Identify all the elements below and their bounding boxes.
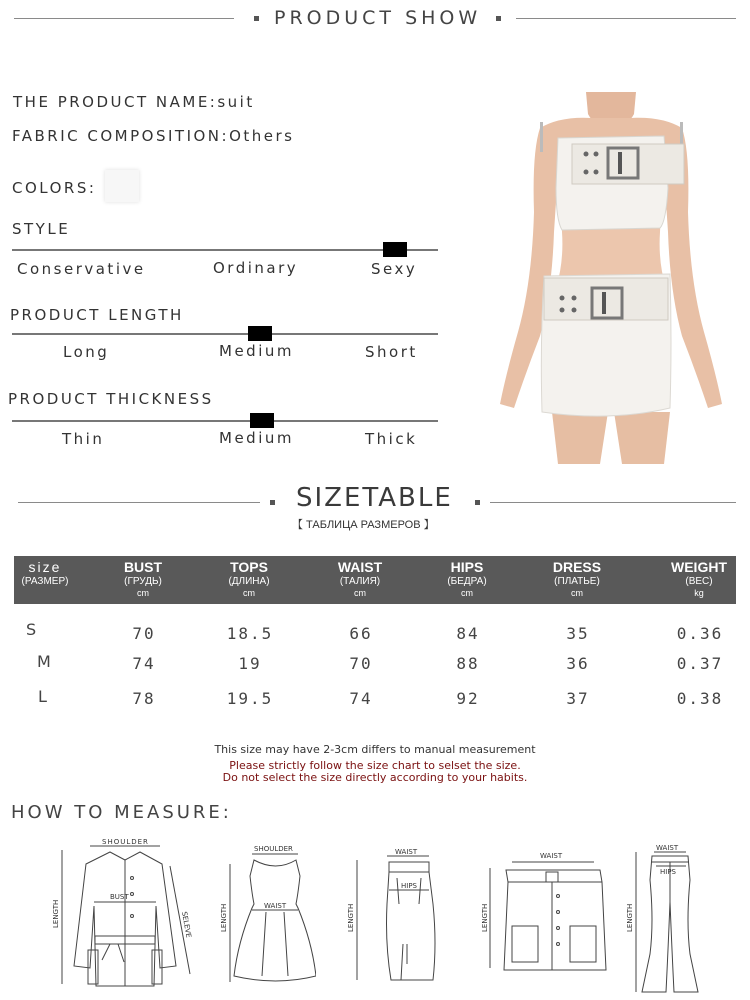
sizetable-dot-right: [475, 500, 480, 505]
length-option-medium: Medium: [219, 342, 294, 360]
style-scale-marker: [383, 242, 407, 257]
warning-note-2: Do not select the size directly according to your habits.: [222, 771, 528, 784]
thickness-scale-line: [12, 420, 438, 422]
length-label: LENGTH: [347, 903, 355, 932]
cell-weight: 0.38: [676, 689, 724, 708]
cell-size: M: [37, 652, 53, 671]
cell-tops: 18.5: [226, 624, 274, 643]
cell-waist: 74: [349, 689, 373, 708]
shoulder-label: SHOULDER: [102, 838, 149, 846]
jacket-measure-illustration: [50, 836, 200, 996]
cell-weight: 0.36: [676, 624, 724, 643]
column-tops: TOPS (ДЛИНА) cm: [228, 559, 270, 598]
page-title: PRODUCT SHOW: [274, 7, 482, 29]
cell-hips: 88: [456, 654, 480, 673]
sizetable-title: SIZETABLE: [296, 483, 453, 513]
shoulder-label: SHOULDER: [254, 845, 293, 853]
hips-label: HIPS: [401, 882, 417, 890]
fabric-composition: FABRIC COMPOSITION:Others: [12, 127, 295, 145]
waist-label: WAIST: [264, 902, 287, 910]
bust-label: BUST: [110, 893, 129, 901]
size-table-header: [14, 556, 736, 604]
how-to-measure-title: HOW TO MEASURE:: [11, 802, 232, 823]
colors-label: COLORS:: [12, 179, 97, 197]
length-label: LENGTH: [52, 899, 60, 928]
header-dot-left: [254, 16, 259, 21]
style-title: STYLE: [12, 220, 71, 238]
cell-bust: 78: [132, 689, 156, 708]
column-waist: WAIST (ТАЛИЯ) cm: [337, 559, 383, 598]
cell-weight: 0.37: [676, 654, 724, 673]
cell-dress: 37: [566, 689, 590, 708]
cell-tops: 19: [238, 654, 262, 673]
thickness-option-medium: Medium: [219, 429, 294, 447]
cell-hips: 84: [456, 624, 480, 643]
column-dress: DRESS (ПЛАТЬЕ) cm: [552, 559, 602, 598]
cell-bust: 70: [132, 624, 156, 643]
length-option-long: Long: [63, 343, 110, 361]
sizetable-dot-left: [270, 500, 275, 505]
measurement-note: This size may have 2-3cm differs to manual measurement: [214, 743, 536, 756]
cell-tops: 19.5: [226, 689, 274, 708]
cell-size: S: [26, 620, 39, 639]
cell-waist: 70: [349, 654, 373, 673]
header-rule-left: [14, 18, 234, 19]
waist-label: WAIST: [656, 844, 679, 852]
cell-size: L: [38, 687, 49, 706]
thickness-option-thick: Thick: [365, 430, 418, 448]
style-option-conservative: Conservative: [17, 260, 146, 278]
sizetable-subtitle: 【 ТАБЛИЦА РАЗМЕРОВ 】: [292, 519, 435, 531]
length-scale-line: [12, 333, 438, 335]
mini-skirt-measure-illustration: [480, 846, 612, 976]
cell-hips: 92: [456, 689, 480, 708]
length-title: PRODUCT LENGTH: [10, 306, 184, 324]
column-bust: BUST (ГРУДЬ) cm: [123, 559, 163, 598]
column-weight: WEIGHT (ВЕС) kg: [671, 559, 727, 598]
dress-measure-illustration: [216, 842, 316, 987]
header-rule-right: [516, 18, 736, 19]
cell-dress: 35: [566, 624, 590, 643]
header-dot-right: [496, 16, 501, 21]
cell-waist: 66: [349, 624, 373, 643]
sleeve-label: SELEVE: [180, 910, 193, 939]
product-photo: [500, 92, 722, 464]
skirt-measure-illustration: [345, 844, 445, 986]
thickness-scale-marker: [250, 413, 274, 428]
thickness-title: PRODUCT THICKNESS: [8, 390, 214, 408]
column-size: size (РАЗМЕР): [21, 559, 69, 587]
length-label: LENGTH: [220, 903, 228, 932]
warning-note-1: Please strictly follow the size chart to selset the size.: [229, 759, 521, 772]
cell-dress: 36: [566, 654, 590, 673]
sizetable-rule-right: [490, 502, 736, 503]
length-scale-marker: [248, 326, 272, 341]
style-scale-line: [12, 249, 438, 251]
length-option-short: Short: [365, 343, 418, 361]
hips-label: HIPS: [660, 868, 676, 876]
waist-label: WAIST: [395, 848, 418, 856]
color-swatch-white[interactable]: [105, 170, 139, 202]
waist-label: WAIST: [540, 852, 563, 860]
style-option-ordinary: Ordinary: [213, 259, 299, 277]
thickness-option-thin: Thin: [62, 430, 105, 448]
product-name: THE PRODUCT NAME:suit: [13, 93, 255, 111]
style-option-sexy: Sexy: [371, 260, 418, 278]
length-label: LENGTH: [481, 903, 489, 932]
length-label: LENGTH: [626, 903, 634, 932]
pants-measure-illustration: [624, 842, 704, 997]
cell-bust: 74: [132, 654, 156, 673]
column-hips: HIPS (БЕДРА) cm: [447, 559, 487, 598]
sizetable-rule-left: [18, 502, 260, 503]
